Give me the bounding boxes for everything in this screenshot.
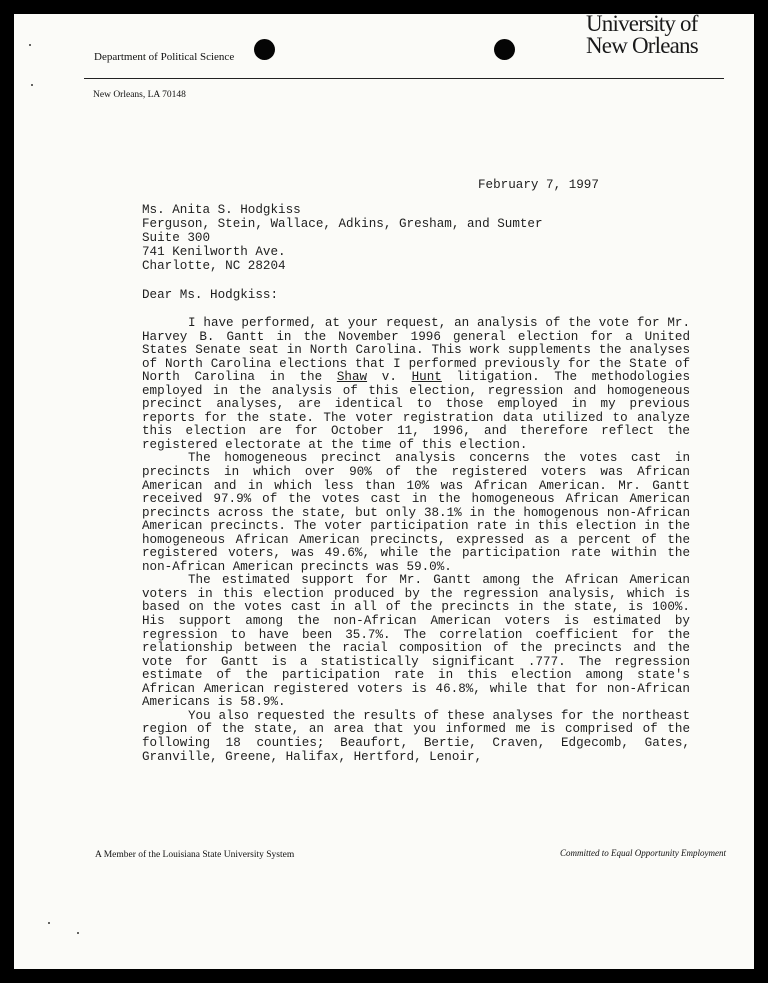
university-logo — [586, 14, 698, 57]
paragraph-1-text-end: litigation. The methodologies employed in the analysis of this election, regression and homogeneous precinct analyses, are identical to those employed in my previous reports for the state. The voter registration data utilized to analyze this election are for October 11, 1996, and therefore reflect the registered electorate at the time of this election. — [142, 370, 691, 452]
case-versus: v. — [367, 370, 412, 385]
footer-equal-opportunity: Committed to Equal Opportunity Employment — [560, 848, 726, 858]
paragraph-1 — [142, 317, 690, 452]
footer-membership: A Member of the Louisiana State University System — [95, 850, 295, 860]
hole-punch — [254, 39, 275, 60]
speck — [29, 44, 31, 46]
case-name-shaw: Shaw — [336, 370, 368, 385]
department-name: Department of Political Science — [94, 51, 235, 63]
letter-body — [142, 317, 690, 764]
letter-date: February 7, 1997 — [478, 178, 599, 192]
case-name-hunt: Hunt — [411, 370, 442, 385]
letterhead-divider — [84, 78, 724, 79]
hole-punch — [494, 39, 515, 60]
salutation: Dear Ms. Hodgkiss: — [142, 288, 279, 302]
speck — [77, 932, 79, 934]
paragraph-1-text: I have performed, at your request, an analysis of the vote for Mr. Harvey B. Gantt in the November 1996 general election for a United States Senate seat in North Carolina. This work supplements the analyses of North Carolina elections that I performed previously for the State of North Carolina in the — [142, 316, 690, 385]
paragraph-2: The homogeneous precinct analysis concerns the votes cast in precincts in which over 90% of the registered voters was African American and in which less than 10% was African American. Mr. Gantt received 97.9% of the votes cast in the homogeneous African American precincts across the state, but only 38.1% in the homogenous non-African American precincts. The voter participation rate in this election in the homogeneous African American precincts, expressed as a percent of the registered voters, was 49.6%, while the participation rate within the non-African American precincts was 59.0%. — [142, 451, 690, 574]
recipient-street: 741 Kenilworth Ave. — [142, 245, 286, 259]
recipient-name: Ms. Anita S. Hodgkiss — [142, 203, 301, 217]
paragraph-4: You also requested the results of these analyses for the northeast region of the state, an area that you informed me is comprised of the following 18 counties; Beaufort, Bertie, Craven, Edgecomb, Gates, Granville, Greene, Halifax, Hertford, Lenoir, — [142, 708, 690, 764]
recipient-block — [142, 203, 543, 273]
recipient-suite: Suite 300 — [142, 231, 211, 245]
paragraph-3: The estimated support for Mr. Gantt among the African American voters in this election produced by the regression analysis, which is based on the votes cast in all of the precincts in the state, is 100%. His support among the non-African American voters is estimated by regression to have been 35.7%. The correlation coefficient for the relationship between the racial composition of the precincts and the vote for Gantt is a statistically significant .777. The regression estimate of the participation rate in this election among state's African American registered voters is 46.8%, while that for non-African Americans is 58.9%. — [142, 573, 690, 710]
letter-page — [14, 14, 754, 969]
university-logo-line2: New Orleans — [586, 33, 698, 58]
recipient-city: Charlotte, NC 28204 — [142, 259, 286, 273]
recipient-firm: Ferguson, Stein, Wallace, Adkins, Gresham, and Sumter — [142, 217, 543, 231]
university-address: New Orleans, LA 70148 — [93, 90, 186, 100]
speck — [31, 84, 33, 86]
university-logo-line1: University of — [586, 14, 698, 36]
speck — [48, 922, 50, 924]
